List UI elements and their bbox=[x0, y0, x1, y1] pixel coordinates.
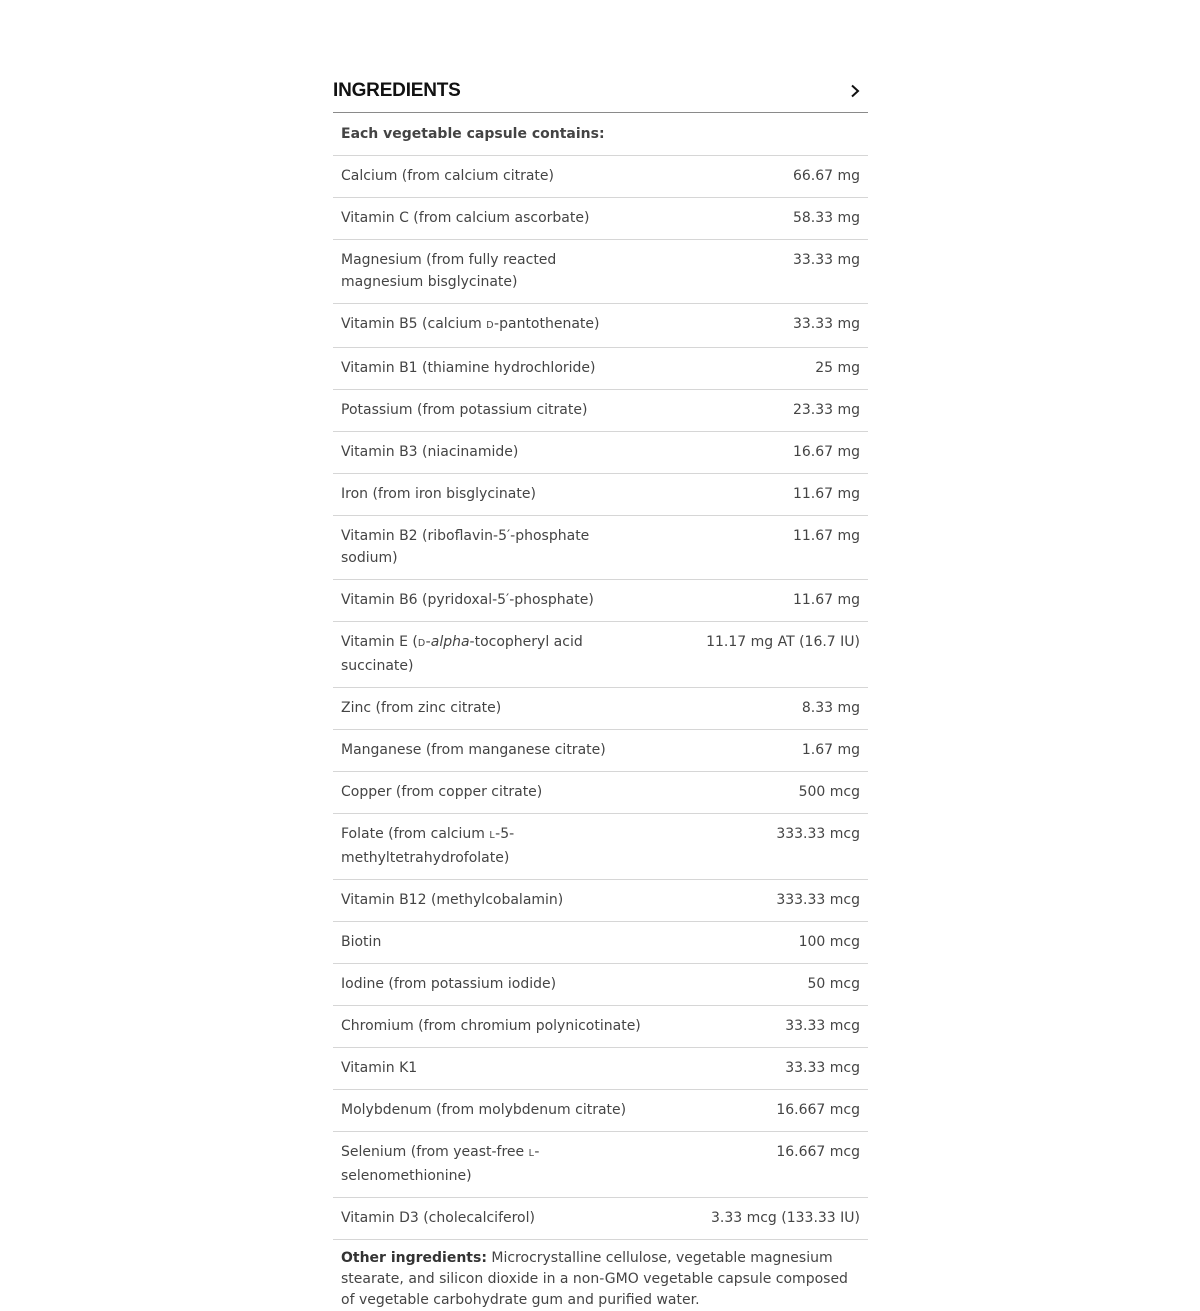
ingredient-amount: 11.67 mg bbox=[649, 474, 868, 516]
table-row bbox=[333, 922, 868, 964]
ingredient-amount: 16.667 mcg bbox=[649, 1132, 868, 1198]
ingredient-amount: 50 mcg bbox=[649, 964, 868, 1006]
table-row bbox=[333, 1090, 868, 1132]
section-title: INGREDIENTS bbox=[333, 80, 461, 101]
ingredient-name: Calcium (from calcium citrate) bbox=[333, 156, 649, 198]
ingredient-name: Vitamin C (from calcium ascorbate) bbox=[333, 198, 649, 240]
ingredient-amount: 1.67 mg bbox=[649, 730, 868, 772]
ingredient-name: Selenium (from yeast-free L-selenomethionine) bbox=[333, 1132, 649, 1198]
ingredient-amount: 33.33 mcg bbox=[649, 1006, 868, 1048]
table-row bbox=[333, 516, 868, 580]
table-row bbox=[333, 964, 868, 1006]
table-row bbox=[333, 474, 868, 516]
table-row bbox=[333, 432, 868, 474]
table-row bbox=[333, 1198, 868, 1240]
table-row bbox=[333, 580, 868, 622]
ingredient-name: Chromium (from chromium polynicotinate) bbox=[333, 1006, 649, 1048]
other-ingredients bbox=[333, 1240, 868, 1311]
section-header[interactable] bbox=[333, 70, 868, 113]
ingredient-amount: 16.667 mcg bbox=[649, 1090, 868, 1132]
intro-text: Each vegetable capsule contains: bbox=[333, 113, 868, 156]
table-row bbox=[333, 1006, 868, 1048]
ingredient-amount: 11.17 mg AT (16.7 IU) bbox=[649, 622, 868, 688]
ingredient-amount: 33.33 mg bbox=[649, 304, 868, 348]
ingredient-name: Vitamin B2 (riboflavin-5′-phosphate sodium) bbox=[333, 516, 649, 580]
ingredient-amount: 500 mcg bbox=[649, 772, 868, 814]
ingredient-name: Iron (from iron bisglycinate) bbox=[333, 474, 649, 516]
ingredient-amount: 3.33 mcg (133.33 IU) bbox=[649, 1198, 868, 1240]
ingredient-amount: 16.67 mg bbox=[649, 432, 868, 474]
ingredient-name: Vitamin B6 (pyridoxal-5′-phosphate) bbox=[333, 580, 649, 622]
ingredient-name: Biotin bbox=[333, 922, 649, 964]
ingredient-name: Zinc (from zinc citrate) bbox=[333, 688, 649, 730]
ingredient-name: Vitamin B1 (thiamine hydrochloride) bbox=[333, 348, 649, 390]
ingredient-name: Vitamin B5 (calcium D-pantothenate) bbox=[333, 304, 649, 348]
ingredient-name: Vitamin B12 (methylcobalamin) bbox=[333, 880, 649, 922]
ingredient-name: Vitamin D3 (cholecalciferol) bbox=[333, 1198, 649, 1240]
table-row bbox=[333, 880, 868, 922]
table-row bbox=[333, 622, 868, 688]
ingredient-name: Molybdenum (from molybdenum citrate) bbox=[333, 1090, 649, 1132]
chevron-right-icon[interactable] bbox=[848, 84, 862, 98]
ingredient-name: Copper (from copper citrate) bbox=[333, 772, 649, 814]
ingredient-amount: 33.33 mg bbox=[649, 240, 868, 304]
table-row bbox=[333, 1048, 868, 1090]
table-row bbox=[333, 348, 868, 390]
ingredients-panel bbox=[333, 70, 868, 1311]
table-row bbox=[333, 198, 868, 240]
ingredient-name: Iodine (from potassium iodide) bbox=[333, 964, 649, 1006]
ingredient-amount: 11.67 mg bbox=[649, 516, 868, 580]
table-row bbox=[333, 814, 868, 880]
ingredient-amount: 23.33 mg bbox=[649, 390, 868, 432]
ingredient-name: Vitamin B3 (niacinamide) bbox=[333, 432, 649, 474]
ingredient-name: Magnesium (from fully reacted magnesium bisglycinate) bbox=[333, 240, 649, 304]
ingredient-amount: 66.67 mg bbox=[649, 156, 868, 198]
ingredient-amount: 100 mcg bbox=[649, 922, 868, 964]
other-ingredients-label: Other ingredients: bbox=[341, 1250, 487, 1266]
table-row bbox=[333, 304, 868, 348]
table-row bbox=[333, 688, 868, 730]
ingredient-amount: 58.33 mg bbox=[649, 198, 868, 240]
ingredient-name: Vitamin E (D-alpha-tocopheryl acid succinate) bbox=[333, 622, 649, 688]
other-ingredients-text: Microcrystalline cellulose, vegetable magnesium stearate, and silicon dioxide in a non-GMO vegetable capsule composed of vegetable carbohydrate gum and purified water. bbox=[341, 1250, 848, 1308]
table-row bbox=[333, 772, 868, 814]
table-row bbox=[333, 390, 868, 432]
ingredient-amount: 25 mg bbox=[649, 348, 868, 390]
ingredient-amount: 11.67 mg bbox=[649, 580, 868, 622]
ingredient-amount: 333.33 mcg bbox=[649, 814, 868, 880]
table-row bbox=[333, 156, 868, 198]
ingredient-name: Potassium (from potassium citrate) bbox=[333, 390, 649, 432]
ingredient-name: Vitamin K1 bbox=[333, 1048, 649, 1090]
table-row bbox=[333, 1132, 868, 1198]
ingredient-amount: 33.33 mcg bbox=[649, 1048, 868, 1090]
ingredient-name: Manganese (from manganese citrate) bbox=[333, 730, 649, 772]
ingredient-amount: 8.33 mg bbox=[649, 688, 868, 730]
ingredient-amount: 333.33 mcg bbox=[649, 880, 868, 922]
table-row bbox=[333, 240, 868, 304]
ingredients-table bbox=[333, 156, 868, 1240]
ingredient-name: Folate (from calcium L-5-methyltetrahydrofolate) bbox=[333, 814, 649, 880]
table-row bbox=[333, 730, 868, 772]
